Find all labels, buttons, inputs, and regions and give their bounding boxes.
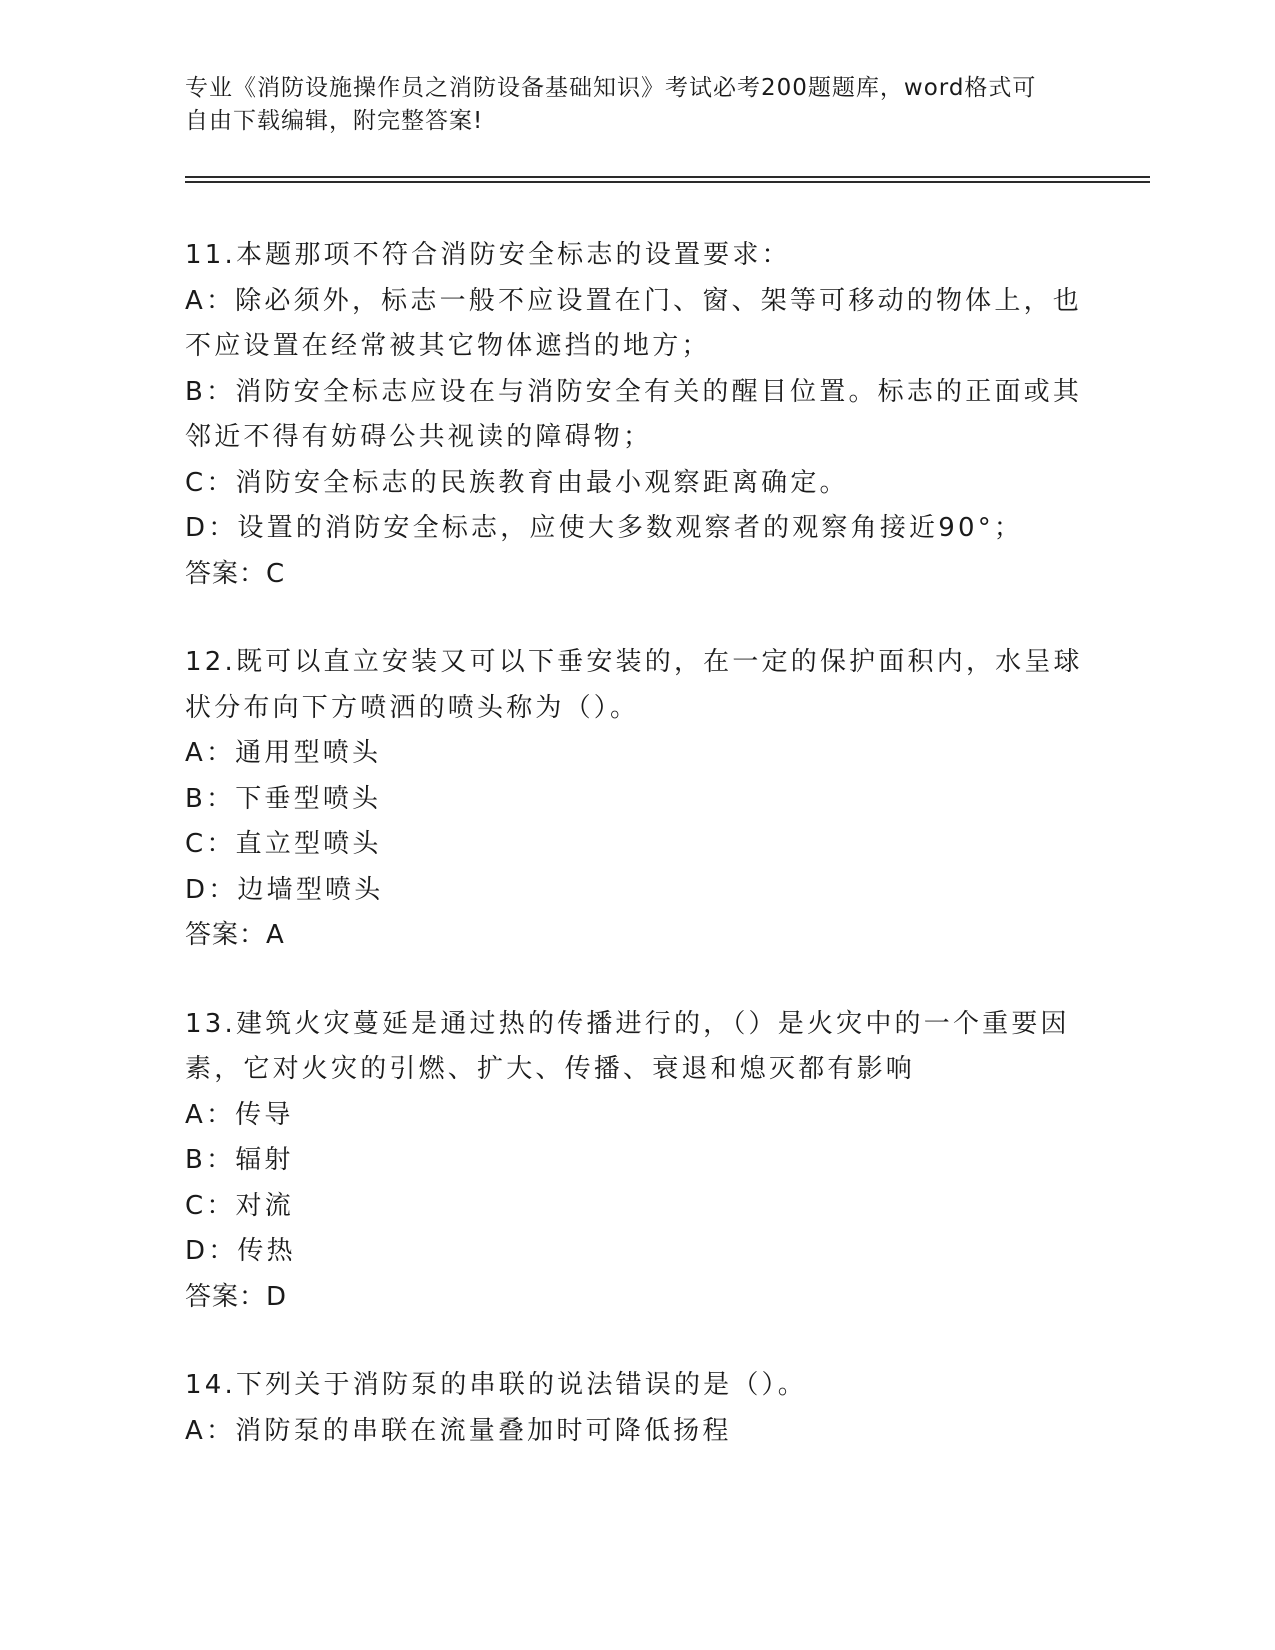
option-c: C：对流 xyxy=(185,1190,294,1221)
answer-line: 答案：A xyxy=(185,920,285,950)
option-b: B：辐射 xyxy=(185,1145,294,1175)
question-stem: 12.既可以直立安装又可以下垂安装的，在一定的保护面积内，水呈球 xyxy=(185,647,1083,677)
option-b-cont: 邻近不得有妨碍公共视读的障碍物； xyxy=(185,422,653,452)
option-d: D：边墙型喷头 xyxy=(185,874,384,905)
question-list xyxy=(185,233,1085,1497)
question-stem: 11.本题那项不符合消防安全标志的设置要求： xyxy=(185,240,791,270)
option-d: D：设置的消防安全标志，应使大多数观察者的观察角接近90°； xyxy=(185,513,1024,543)
option-a-cont: 不应设置在经常被其它物体遮挡的地方； xyxy=(185,331,711,361)
option-a: A：除必须外，标志一般不应设置在门、窗、架等可移动的物体上，也 xyxy=(185,285,1082,316)
option-c: C：直立型喷头 xyxy=(185,829,382,859)
header-line-1: 专业《消防设施操作员之消防设备基础知识》考试必考200题题库，word格式可 xyxy=(185,75,1037,101)
answer-line: 答案：D xyxy=(185,1281,288,1312)
option-a: A：消防泵的串联在流量叠加时可降低扬程 xyxy=(185,1415,732,1446)
question-11 xyxy=(185,233,1085,597)
header-divider-bottom xyxy=(185,181,1150,183)
option-a: A：传导 xyxy=(185,1099,294,1130)
option-b: B：下垂型喷头 xyxy=(185,783,382,814)
option-c: C：消防安全标志的民族教育由最小观察距离确定。 xyxy=(185,467,849,498)
question-13 xyxy=(185,1002,1085,1321)
question-stem: 14.下列关于消防泵的串联的说法错误的是（）。 xyxy=(185,1370,807,1400)
question-stem-cont: 状分布向下方喷洒的喷头称为（）。 xyxy=(185,692,640,723)
option-d: D：传热 xyxy=(185,1236,296,1266)
question-stem: 13.建筑火灾蔓延是通过热的传播进行的，（）是火灾中的一个重要因 xyxy=(185,1008,1070,1039)
header-divider-top xyxy=(185,176,1150,178)
option-b: B：消防安全标志应设在与消防安全有关的醒目位置。标志的正面或其 xyxy=(185,376,1083,407)
answer-line: 答案：C xyxy=(185,558,286,589)
question-12 xyxy=(185,640,1085,959)
header-line-2: 自由下载编辑，附完整答案! xyxy=(185,108,484,134)
question-14 xyxy=(185,1363,1085,1454)
question-stem-cont: 素，它对火灾的引燃、扩大、传播、衰退和熄灭都有影响 xyxy=(185,1054,916,1084)
option-a: A：通用型喷头 xyxy=(185,738,382,768)
document-header xyxy=(185,72,1065,138)
